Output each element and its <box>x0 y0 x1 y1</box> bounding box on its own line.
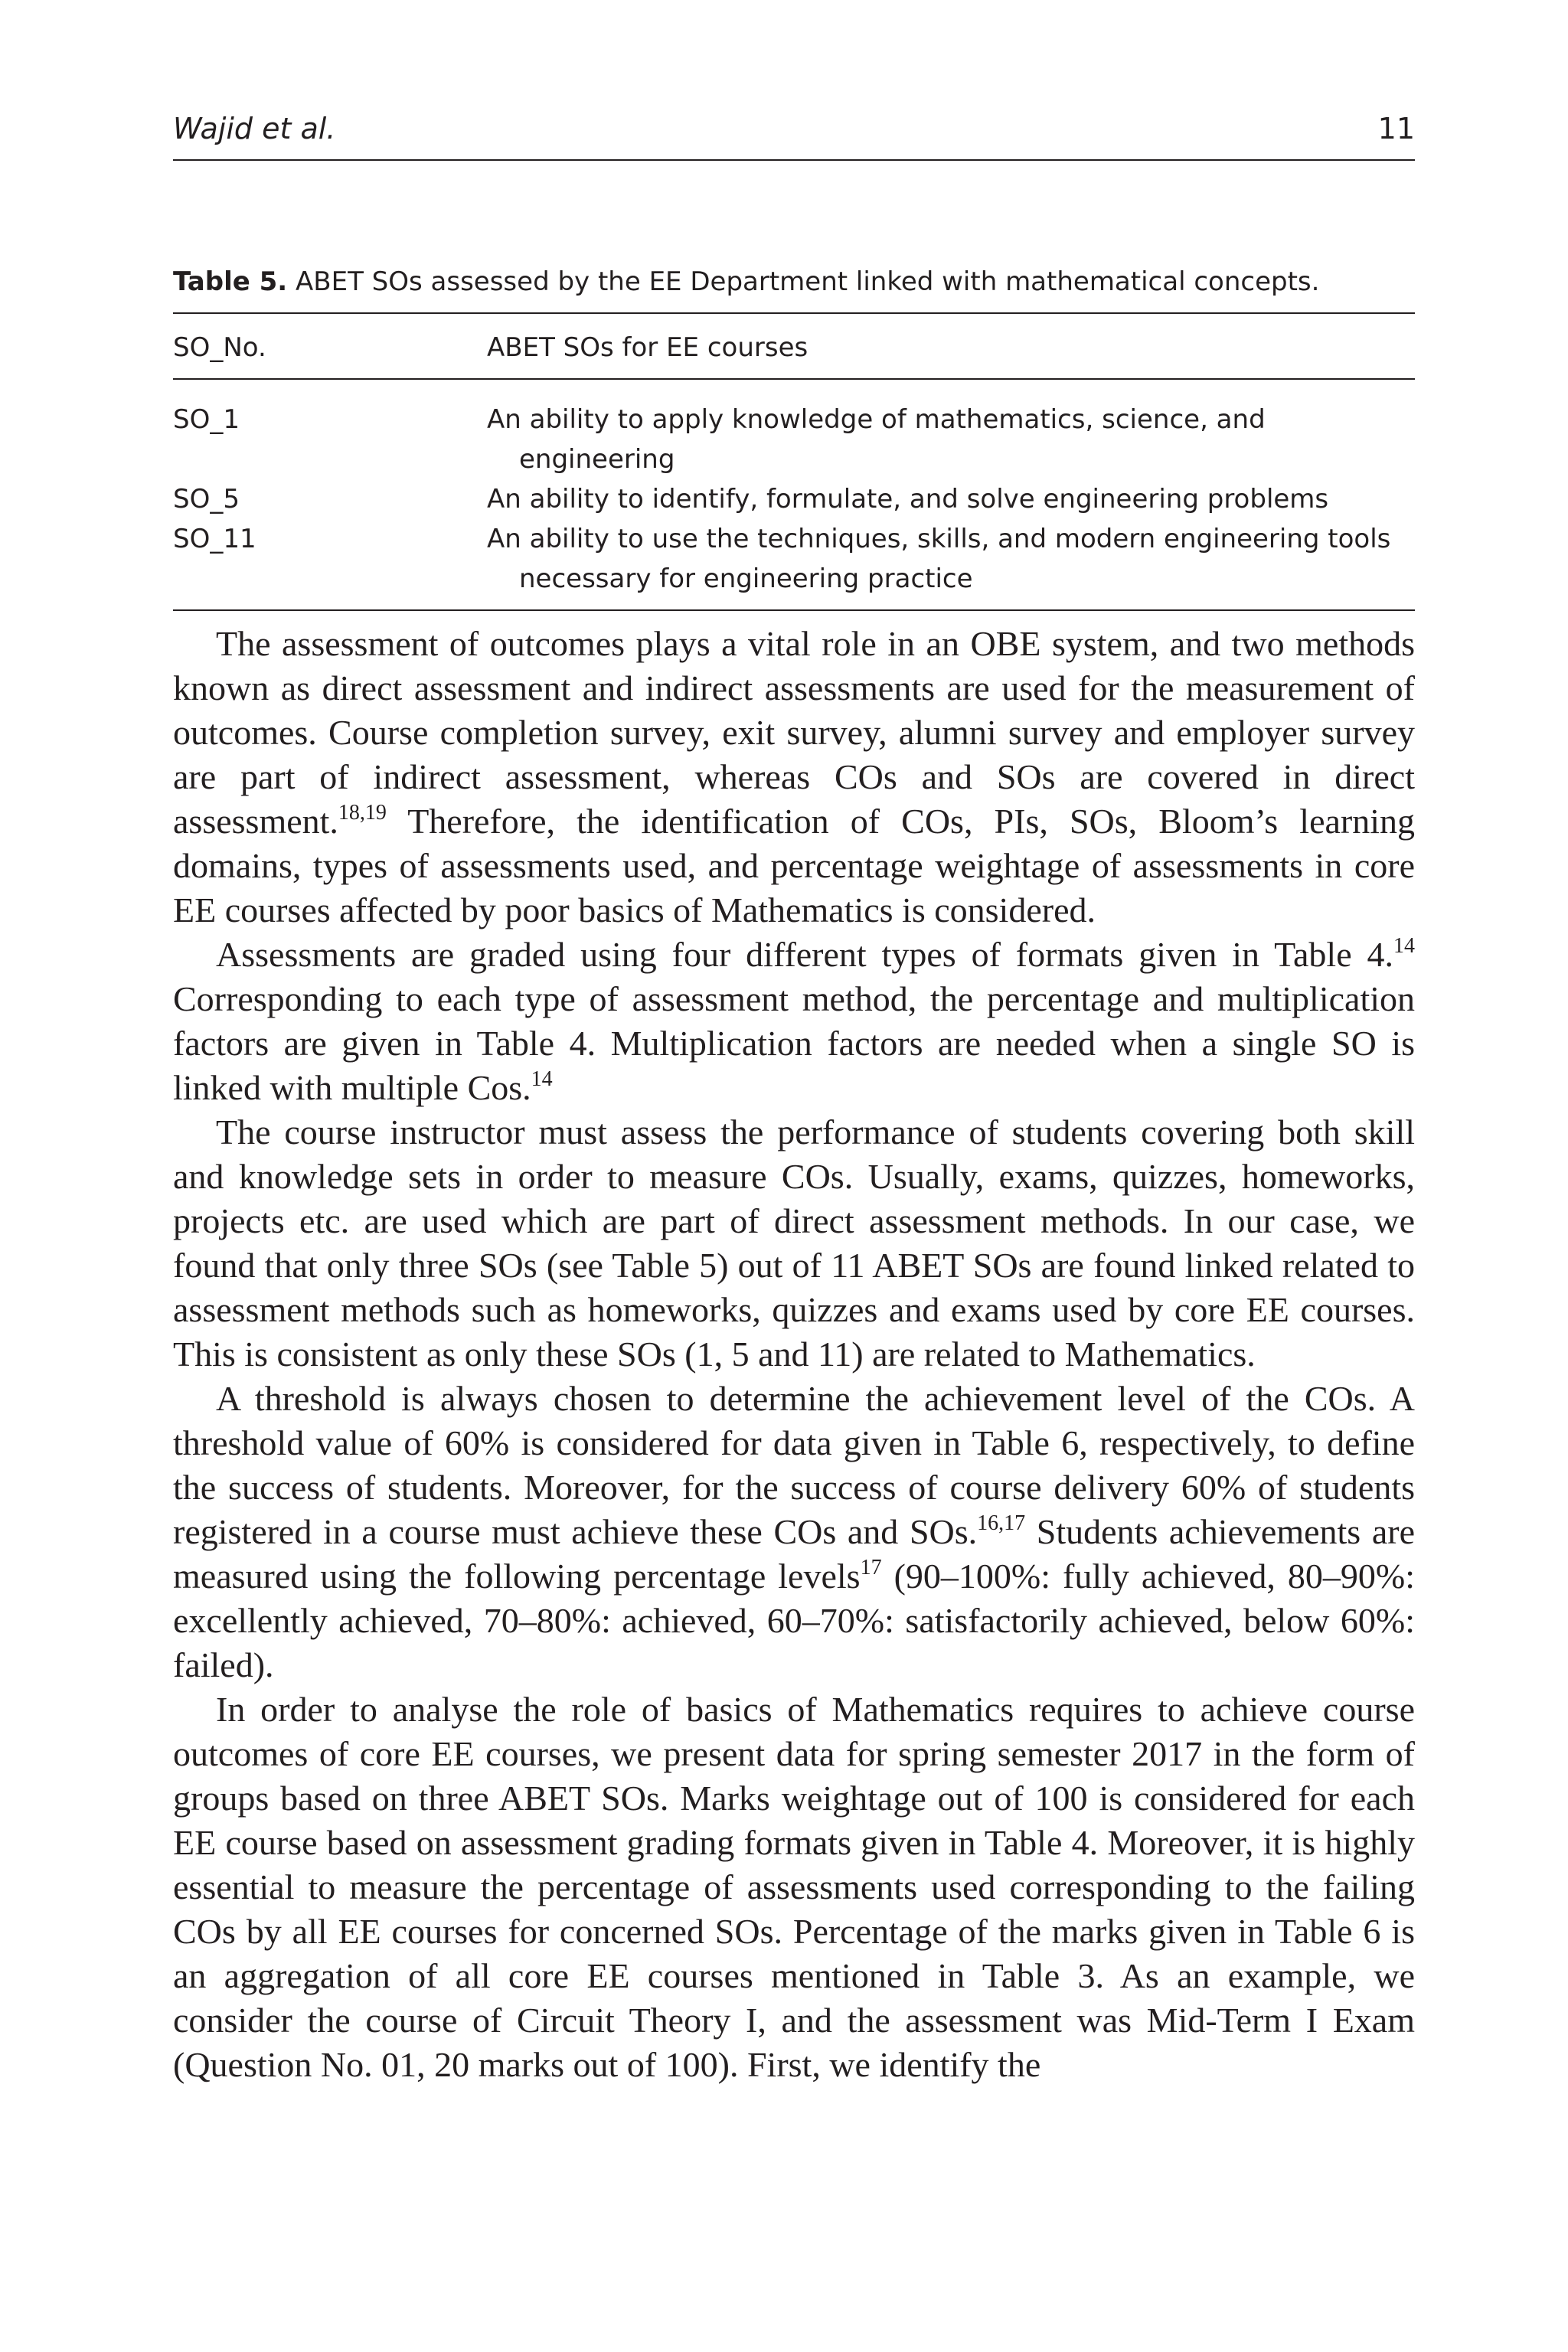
table-row <box>173 519 1415 599</box>
citation-superscript: 17 <box>860 1556 882 1579</box>
paragraph <box>173 1377 1415 1687</box>
text-run: Assessments are graded using four different types of formats given in Table 4. <box>216 935 1393 974</box>
column-header-abet-sos: ABET SOs for EE courses <box>487 332 808 363</box>
paragraph <box>173 1687 1415 2087</box>
paragraph <box>173 1110 1415 1377</box>
body-text <box>173 622 1415 2087</box>
text-run: (90–100%: fully achieved, 80–90%: excellently achieved, 70–80%: achieved, 60–70%: satisfactorily achieved, below 60%: failed). <box>173 1557 1415 1684</box>
running-header <box>173 112 1415 161</box>
table-5 <box>173 265 1415 611</box>
page-number: 11 <box>1377 112 1415 145</box>
text-run: The assessment of outcomes plays a vital role in an OBE system, and two methods known as direct assessment and indirect assessments are used for the measurement of outcomes. Course completion survey, exit survey, alumni survey and employer survey are part of indirect assessment, whereas COs and SOs are covered in direct assessment. <box>173 624 1415 841</box>
table-row <box>173 400 1415 479</box>
cell-so-number: SO_5 <box>173 484 240 514</box>
text-run: In order to analyse the role of basics of Mathematics requires to achieve course outcomes of core EE courses, we present data for spring semester 2017 in the form of groups based on three ABET SOs. Marks weightage out of 100 is considered for each EE course based on assessment grading formats given in Table 4. Moreover, it is highly essential to measure the percentage of assessments used corresponding to the failing COs by all EE courses for concerned SOs. Percentage of the marks given in Table 6 is an aggregation of all core EE courses mentioned in Table 3. As an example, we consider the course of Circuit Theory I, and the assessment was Mid-Term I Exam (Question No. 01, 20 marks out of 100). First, we identify the <box>173 1690 1415 2084</box>
cell-so-number: SO_11 <box>173 524 256 554</box>
cell-so-description: An ability to identify, formulate, and solve engineering problems <box>487 484 1329 514</box>
paragraph <box>173 622 1415 933</box>
column-header-so-no: SO_No. <box>173 332 266 363</box>
text-run: The course instructor must assess the performance of students covering both skill and knowledge sets in order to measure COs. Usually, exams, quizzes, homeworks, projects etc. are used which are part of direct assessment methods. In our case, we found that only three SOs (see Table 5) out of 11 ABET SOs are found linked related to assessment methods such as homeworks, quizzes and exams used by core EE courses. This is consistent as only these SOs (1, 5 and 11) are related to Mathematics. <box>173 1112 1415 1374</box>
text-run: Corresponding to each type of assessment method, the percentage and multiplication factors are given in Table 4. Multiplication factors are needed when a single SO is linked with multiple Cos. <box>173 979 1415 1107</box>
citation-superscript: 14 <box>1393 934 1415 958</box>
table-header-row <box>173 314 1415 380</box>
table-body <box>173 380 1415 611</box>
table-label: Table 5. <box>173 266 288 297</box>
text-run: A threshold is always chosen to determine the achievement level of the COs. A threshold value of 60% is considered for data given in Table 6, respectively, to define the success of students. Moreover, for the success of course delivery 60% of students registered in a course must achieve these COs and SOs. <box>173 1379 1415 1551</box>
cell-so-description: An ability to apply knowledge of mathematics, science, and engineering <box>487 404 1266 475</box>
table-row <box>173 479 1415 519</box>
paragraph <box>173 933 1415 1110</box>
text-run: Therefore, the identification of COs, PIs, SOs, Bloom’s learning domains, types of assessments used, and percentage weightage of assessments in core EE courses affected by poor basics of Mathematics is considered. <box>173 802 1415 929</box>
cell-so-description: An ability to use the techniques, skills, and modern engineering tools necessary for engineering practice <box>487 524 1391 594</box>
citation-superscript: 16,17 <box>977 1511 1026 1535</box>
text-run: Students achievements are measured using the following percentage levels <box>173 1512 1415 1596</box>
table-caption <box>173 265 1415 314</box>
citation-superscript: 18,19 <box>338 801 387 825</box>
citation-superscript: 14 <box>531 1067 553 1091</box>
header-authors: Wajid et al. <box>173 112 336 145</box>
cell-so-number: SO_1 <box>173 404 240 435</box>
table-caption-text: ABET SOs assessed by the EE Department linked with mathematical concepts. <box>296 266 1320 297</box>
